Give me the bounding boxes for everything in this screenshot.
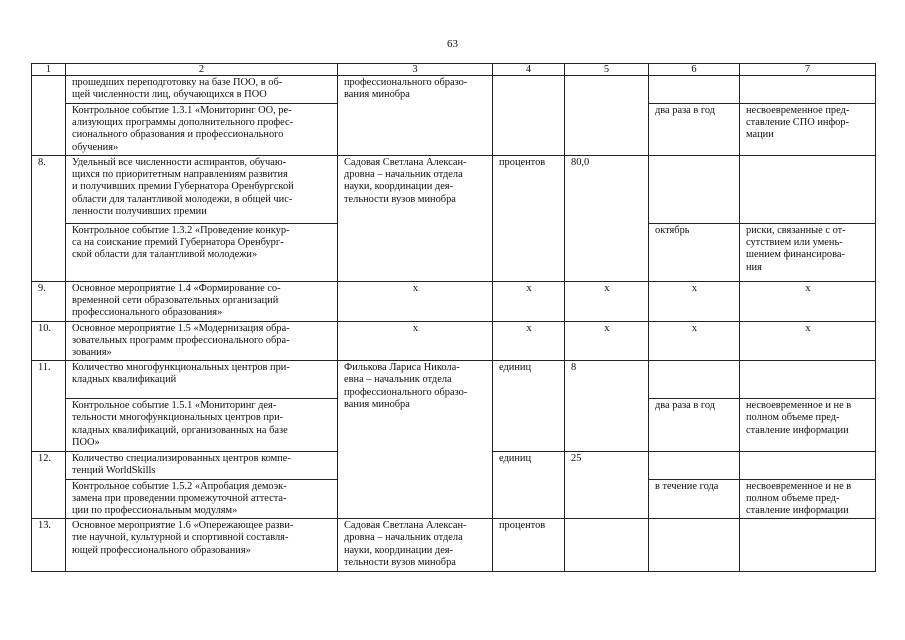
row-number-cell: 9. [32,282,66,322]
risk-cell: x [740,282,876,322]
control-event-cell: Контрольное событие 1.5.2 «Апробация демоэк- замена при проведении промежуточной аттеста- ции по профессиональным модулям» [66,479,338,519]
row-number-cell: 10. [32,321,66,361]
value-cell [565,76,649,156]
activity-cell: Основное мероприятие 1.6 «Опережающее разви- тие научной, культурной и спортивной составля- ющей профессионального образования» [66,519,338,572]
responsible-cell: Садовая Светлана Алексан- дровна – начальник отдела науки, координации дея- тельности вузов минобра [338,156,493,282]
deadline-cell [649,519,740,572]
indicator-cell: Удельный все численности аспирантов, обучаю- щихся по приоритетным направлениям развития и получивших премии Губернатора Оренбургской области для талантливой молодежи, в общей чис- ленности получивших премии [66,156,338,224]
column-number: 5 [565,64,649,76]
plan-table [31,63,876,572]
deadline-cell: октябрь [649,224,740,282]
unit-cell: x [493,321,565,361]
row-number-cell: 12. [32,452,66,519]
responsible-cell: Садовая Светлана Алексан- дровна – начальник отдела науки, координации дея- тельности вузов минобра [338,519,493,572]
row-number-cell [32,76,66,156]
responsible-cell: Филькова Лариса Никола- евна – начальник отдела профессионального образо- вания минобра [338,361,493,519]
unit-cell: x [493,282,565,322]
risk-cell: несвоевременное и не в полном объеме пред- ставление информации [740,399,876,452]
unit-cell: единиц [493,452,565,519]
indicator-cell: Количество многофункциональных центров при- кладных квалификаций [66,361,338,399]
table-row [32,76,876,104]
column-number: 2 [66,64,338,76]
table-row [32,282,876,322]
value-cell: 80,0 [565,156,649,282]
column-number: 4 [493,64,565,76]
control-event-cell: Контрольное событие 1.5.1 «Мониторинг дея- тельности многофункциональных центров при- кладных квалификаций, организованных на базе ПОО» [66,399,338,452]
column-number: 3 [338,64,493,76]
risk-cell [740,361,876,399]
deadline-cell [649,76,740,104]
unit-cell: процентов [493,156,565,282]
risk-cell: x [740,321,876,361]
page-number: 63 [447,38,458,50]
risk-cell [740,76,876,104]
deadline-cell: x [649,321,740,361]
risk-cell [740,452,876,479]
responsible-cell: профессионального образо- вания минобра [338,76,493,156]
risk-cell [740,519,876,572]
risk-cell: несвоевременное и не в полном объеме пред- ставление информации [740,479,876,519]
table-row [32,321,876,361]
responsible-cell: x [338,321,493,361]
unit-cell: процентов [493,519,565,572]
activity-cell: Основное мероприятие 1.4 «Формирование со- временной сети образовательных организаций профессионального образования» [66,282,338,322]
table-row [32,361,876,399]
indicator-cell: прошедших переподготовку на базе ПОО, в об- щей численности лиц, обучающихся в ПОО [66,76,338,104]
risk-cell: несвоевременное пред- ставление СПО инфор- мации [740,104,876,156]
deadline-cell: x [649,282,740,322]
column-number: 1 [32,64,66,76]
table-row [32,156,876,224]
control-event-cell: Контрольное событие 1.3.2 «Проведение конкур- са на соискание премий Губернатора Оренбург- ской области для талантливой молодежи» [66,224,338,282]
row-number-cell: 8. [32,156,66,282]
column-number-row [32,64,876,76]
value-cell: x [565,321,649,361]
row-number-cell: 11. [32,361,66,452]
value-cell [565,519,649,572]
value-cell: 25 [565,452,649,519]
risk-cell: риски, связанные с от- сутствием или умень- шением финансирова- ния [740,224,876,282]
control-event-cell: Контрольное событие 1.3.1 «Мониторинг ОО, ре- ализующих программы дополнительного профес- сионального образования и профессионального обучения» [66,104,338,156]
deadline-cell [649,452,740,479]
indicator-cell: Количество специализированных центров компе- тенций WorldSkills [66,452,338,479]
row-number-cell: 13. [32,519,66,572]
unit-cell: единиц [493,361,565,452]
value-cell: x [565,282,649,322]
risk-cell [740,156,876,224]
deadline-cell [649,361,740,399]
deadline-cell: два раза в год [649,104,740,156]
responsible-cell: x [338,282,493,322]
unit-cell [493,76,565,156]
deadline-cell [649,156,740,224]
value-cell: 8 [565,361,649,452]
deadline-cell: в течение года [649,479,740,519]
table-row [32,519,876,572]
activity-cell: Основное мероприятие 1.5 «Модернизация обра- зовательных программ профессионального обра- зования» [66,321,338,361]
column-number: 7 [740,64,876,76]
deadline-cell: два раза в год [649,399,740,452]
column-number: 6 [649,64,740,76]
